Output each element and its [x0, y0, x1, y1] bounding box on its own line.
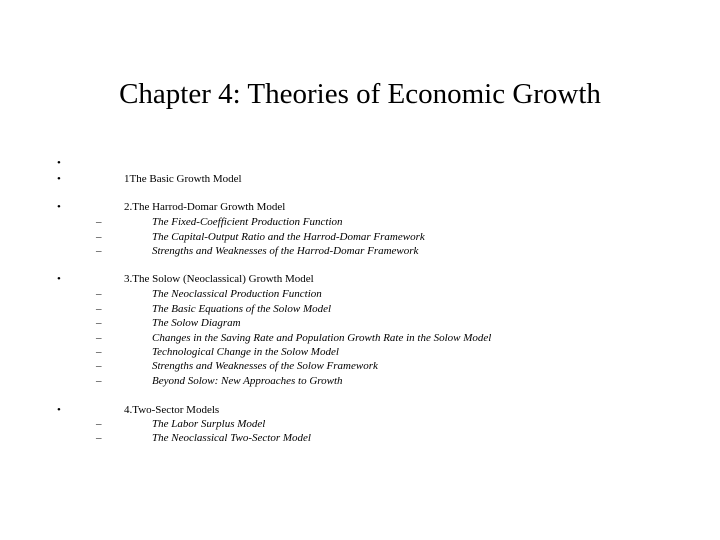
- dash-marker: –: [96, 245, 102, 257]
- list-item: Strengths and Weaknesses of the Solow Framework: [152, 360, 378, 372]
- list-item: The Neoclassical Two-Sector Model: [152, 432, 311, 444]
- section-heading-two-sector: 4.Two-Sector Models: [124, 404, 220, 416]
- bullet-marker: •: [57, 157, 61, 169]
- section-heading-harrod-domar: 2.The Harrod-Domar Growth Model: [124, 201, 286, 213]
- list-item: The Capital-Output Ratio and the Harrod-Domar Framework: [152, 231, 425, 243]
- list-item: Technological Change in the Solow Model: [152, 346, 339, 358]
- bullet-marker: •: [57, 404, 61, 416]
- slide-title: Chapter 4: Theories of Economic Growth: [119, 78, 601, 110]
- dash-marker: –: [96, 288, 102, 300]
- bullet-marker: •: [57, 273, 61, 285]
- dash-marker: –: [96, 346, 102, 358]
- bullet-marker: •: [57, 201, 61, 213]
- section-heading-solow: 3.The Solow (Neoclassical) Growth Model: [124, 273, 314, 285]
- section-heading-basic-growth-model: 1The Basic Growth Model: [124, 173, 242, 185]
- list-item: The Fixed-Coefficient Production Function: [152, 216, 343, 228]
- dash-marker: –: [96, 418, 102, 430]
- bullet-marker: •: [57, 173, 61, 185]
- dash-marker: –: [96, 432, 102, 444]
- dash-marker: –: [96, 332, 102, 344]
- list-item: The Neoclassical Production Function: [152, 288, 322, 300]
- list-item: The Solow Diagram: [152, 317, 241, 329]
- list-item: Changes in the Saving Rate and Population Growth Rate in the Solow Model: [152, 332, 492, 344]
- dash-marker: –: [96, 303, 102, 315]
- list-item: The Labor Surplus Model: [152, 418, 266, 430]
- list-item: Beyond Solow: New Approaches to Growth: [152, 375, 343, 387]
- dash-marker: –: [96, 360, 102, 372]
- dash-marker: –: [96, 375, 102, 387]
- list-item: The Basic Equations of the Solow Model: [152, 303, 332, 315]
- list-item: Strengths and Weaknesses of the Harrod-Domar Framework: [152, 245, 419, 257]
- dash-marker: –: [96, 317, 102, 329]
- dash-marker: –: [96, 231, 102, 243]
- dash-marker: –: [96, 216, 102, 228]
